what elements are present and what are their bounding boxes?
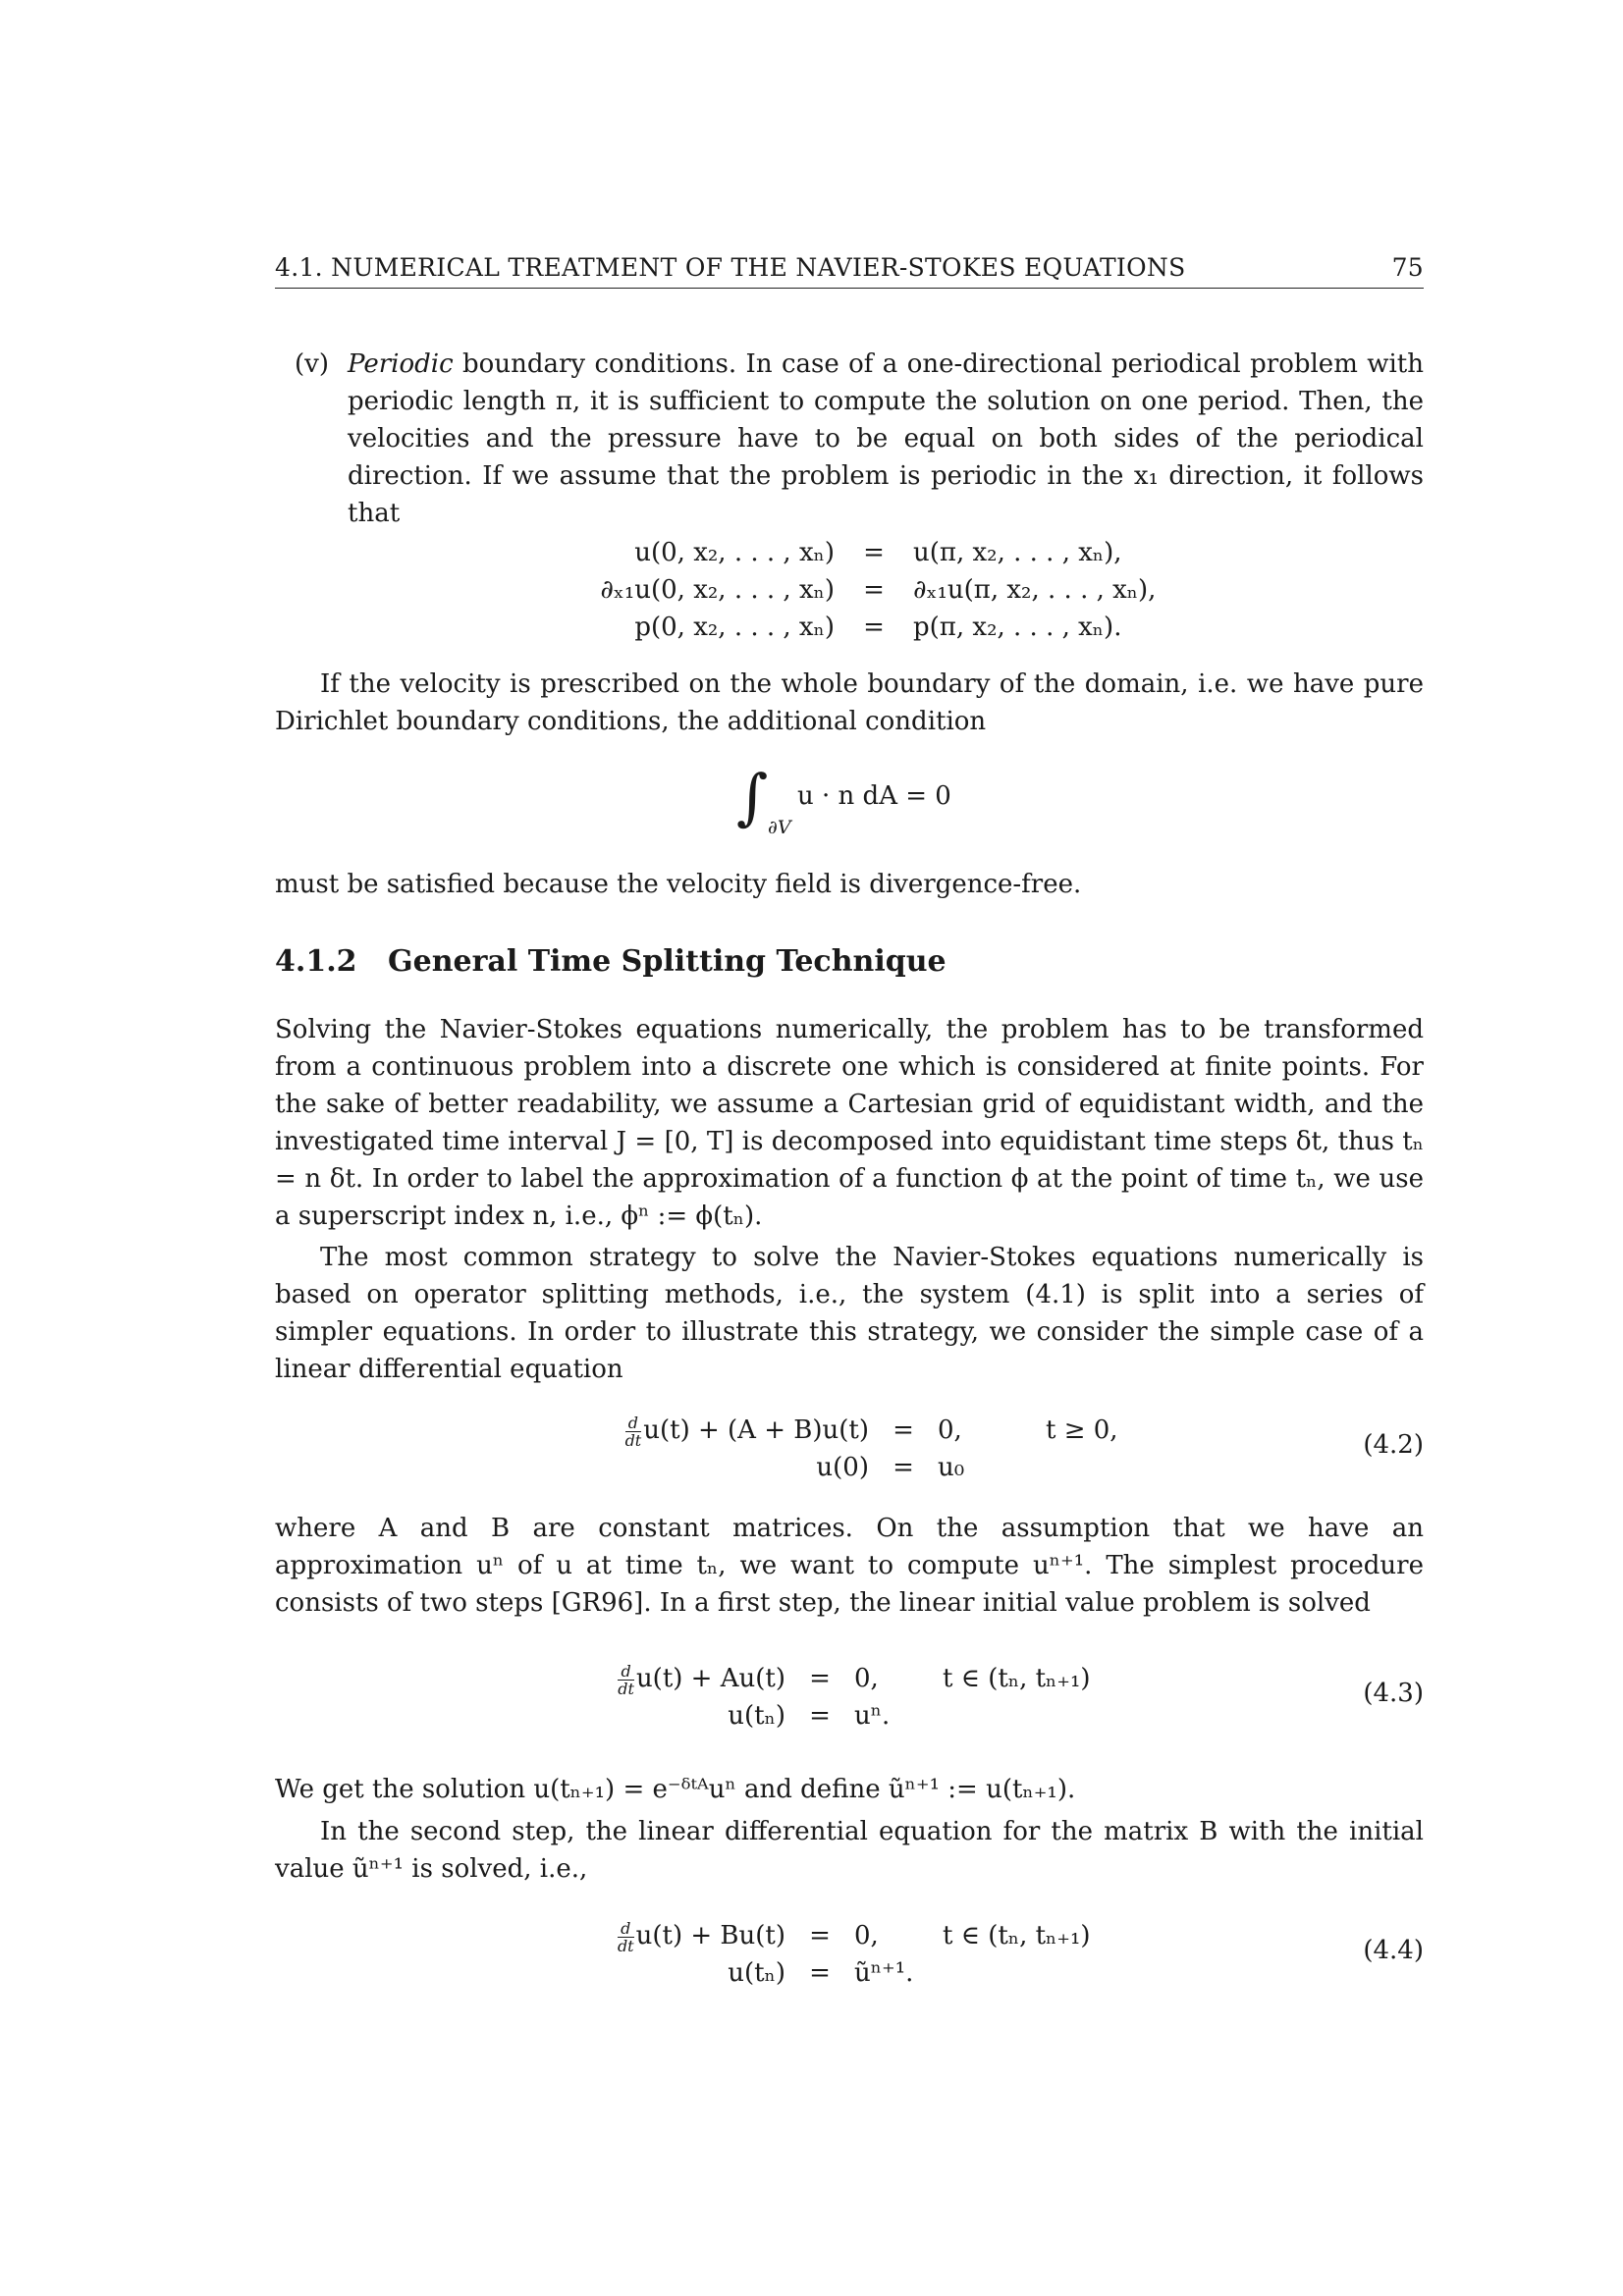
equation-row <box>574 1659 1203 1696</box>
list-item-text: boundary conditions. In case of a one-directional periodical problem with periodic length π, it is sufficient to compute the solution on one period. Then, the velocities and the pressure have to be equal on both sides of the periodical direction. If we assume that the problem is periodic in the x₁ direction, it follows that <box>348 349 1424 528</box>
eq-lhs <box>574 1411 869 1450</box>
paragraph-discretization: Solving the Navier-Stokes equations numerically, the problem has to be transformed from a continuous problem into a discrete one which is considered at finite points. For the sake of better readability, we assume a Cartesian grid of equidistant width, and the investigated time interval J = [0, T] is decomposed into equidistant time steps δt, thus tₙ = n δt. In order to label the approximation of a function ϕ at the point of time tₙ, we use a superscript index n, i.e., ϕⁿ := ϕ(tₙ). <box>275 1015 1424 1231</box>
eq-condition: t ≥ 0, <box>1046 1415 1118 1445</box>
eq-rhs: u(π, x₂, . . . , xₙ), <box>913 538 1122 567</box>
eq-lhs <box>574 1659 785 1698</box>
list-item-label: (v) <box>295 349 329 379</box>
eq-rel: = <box>809 1958 831 1988</box>
equation-row <box>574 1916 1203 1953</box>
equation-row <box>574 1953 1203 1991</box>
eq-rel: = <box>863 575 885 605</box>
equation-row <box>550 533 1237 570</box>
equation-row <box>550 608 1237 645</box>
equation-4-3 <box>574 1659 1203 1734</box>
eq-lhs: p(0, x₂, . . . , xₙ) <box>634 613 835 642</box>
ddt-fraction <box>618 1920 634 1954</box>
paragraph-divergence-free: must be satisfied because the velocity field is divergence-free. <box>275 870 1082 899</box>
paragraph-second-step: In the second step, the linear differential equation for the matrix B with the initial value ũⁿ⁺¹ is solved, i.e., <box>275 1817 1424 1884</box>
eq-rhs: p(π, x₂, . . . , xₙ). <box>913 613 1122 642</box>
eq-lhs: u(0) <box>816 1453 869 1482</box>
eq-rhs: 0, <box>854 1921 879 1950</box>
eq-rel: = <box>893 1415 914 1445</box>
equation-row <box>574 1448 1203 1485</box>
paragraph-operator-splitting: The most common strategy to solve the Navier-Stokes equations numerically is based on operator splitting methods, i.e., the system (4.1) is split into a series of simpler equations. In order to illustrate this strategy, we consider the simple case of a linear differential equation <box>275 1243 1424 1384</box>
equation-row <box>550 570 1237 608</box>
eq-rhs: 0, <box>854 1664 879 1693</box>
eq-rhs: 0, <box>938 1415 962 1445</box>
eq-rel: = <box>809 1664 831 1693</box>
fraction-denominator: dt <box>618 1679 634 1698</box>
running-title: 4.1. NUMERICAL TREATMENT OF THE NAVIER-STOKES EQUATIONS <box>275 253 1186 282</box>
eq-rhs: u₀ <box>938 1453 965 1482</box>
section-number: 4.1.2 <box>275 944 357 979</box>
eq-rel: = <box>809 1701 831 1731</box>
equation-row <box>574 1696 1203 1734</box>
integral-domain: ∂V <box>768 817 791 838</box>
periodic-equations <box>550 533 1237 645</box>
fraction-numerator: d <box>625 1415 642 1432</box>
equation-row <box>574 1411 1203 1448</box>
list-item-periodic <box>295 346 1424 532</box>
paragraph-solution: We get the solution u(tₙ₊₁) = e⁻ᵟᵗᴬuⁿ and define ũⁿ⁺¹ := u(tₙ₊₁). <box>275 1775 1076 1804</box>
paragraph-dirichlet: If the velocity is prescribed on the whole boundary of the domain, i.e. we have pure Dirichlet boundary conditions, the additional condition <box>275 669 1424 736</box>
equation-4-2 <box>574 1411 1203 1485</box>
section-heading <box>275 944 947 979</box>
fraction-numerator: d <box>618 1920 634 1938</box>
emphasis-periodic: Periodic <box>348 349 454 379</box>
eq-lhs-text: u(t) + Bu(t) <box>635 1921 785 1950</box>
list-item-body <box>348 346 1424 532</box>
equation-number: (4.4) <box>1363 1936 1424 1965</box>
eq-lhs: u(tₙ) <box>728 1701 785 1731</box>
ddt-fraction <box>618 1663 634 1697</box>
eq-lhs: u(tₙ) <box>728 1958 785 1988</box>
eq-rhs: ũⁿ⁺¹. <box>854 1958 914 1988</box>
eq-lhs <box>574 1916 785 1955</box>
section-title: General Time Splitting Technique <box>388 944 947 979</box>
eq-condition: t ∈ (tₙ, tₙ₊₁) <box>943 1921 1091 1950</box>
eq-lhs-text: u(t) + (A + B)u(t) <box>643 1415 869 1445</box>
ddt-fraction <box>625 1415 642 1449</box>
paragraph-approximation: where A and B are constant matrices. On the assumption that we have an approximation uⁿ of u at time tₙ, we want to compute uⁿ⁺¹. The simplest procedure consists of two steps [GR96]. In a first step, the linear initial value problem is solved <box>275 1514 1424 1618</box>
equation-number: (4.3) <box>1363 1679 1424 1708</box>
integral-body: u · n dA = 0 <box>797 781 951 811</box>
eq-rel: = <box>893 1453 914 1482</box>
eq-rhs: uⁿ. <box>854 1701 891 1731</box>
equation-number: (4.2) <box>1363 1430 1424 1460</box>
fraction-denominator: dt <box>624 1430 642 1450</box>
running-header <box>275 253 1424 289</box>
eq-rel: = <box>863 538 885 567</box>
eq-condition: t ∈ (tₙ, tₙ₊₁) <box>943 1664 1091 1693</box>
page-number: 75 <box>1391 253 1424 282</box>
eq-lhs: ∂ₓ₁u(0, x₂, . . . , xₙ) <box>600 575 835 605</box>
eq-rel: = <box>863 613 885 642</box>
fraction-numerator: d <box>618 1663 634 1681</box>
eq-rel: = <box>809 1921 831 1950</box>
integral-condition <box>736 761 992 844</box>
equation-4-4 <box>574 1916 1203 1991</box>
eq-lhs: u(0, x₂, . . . , xₙ) <box>634 538 835 567</box>
integral-sign: ∫ <box>736 761 769 832</box>
eq-rhs: ∂ₓ₁u(π, x₂, . . . , xₙ), <box>913 575 1157 605</box>
eq-lhs-text: u(t) + Au(t) <box>635 1664 785 1693</box>
fraction-denominator: dt <box>617 1936 634 1955</box>
